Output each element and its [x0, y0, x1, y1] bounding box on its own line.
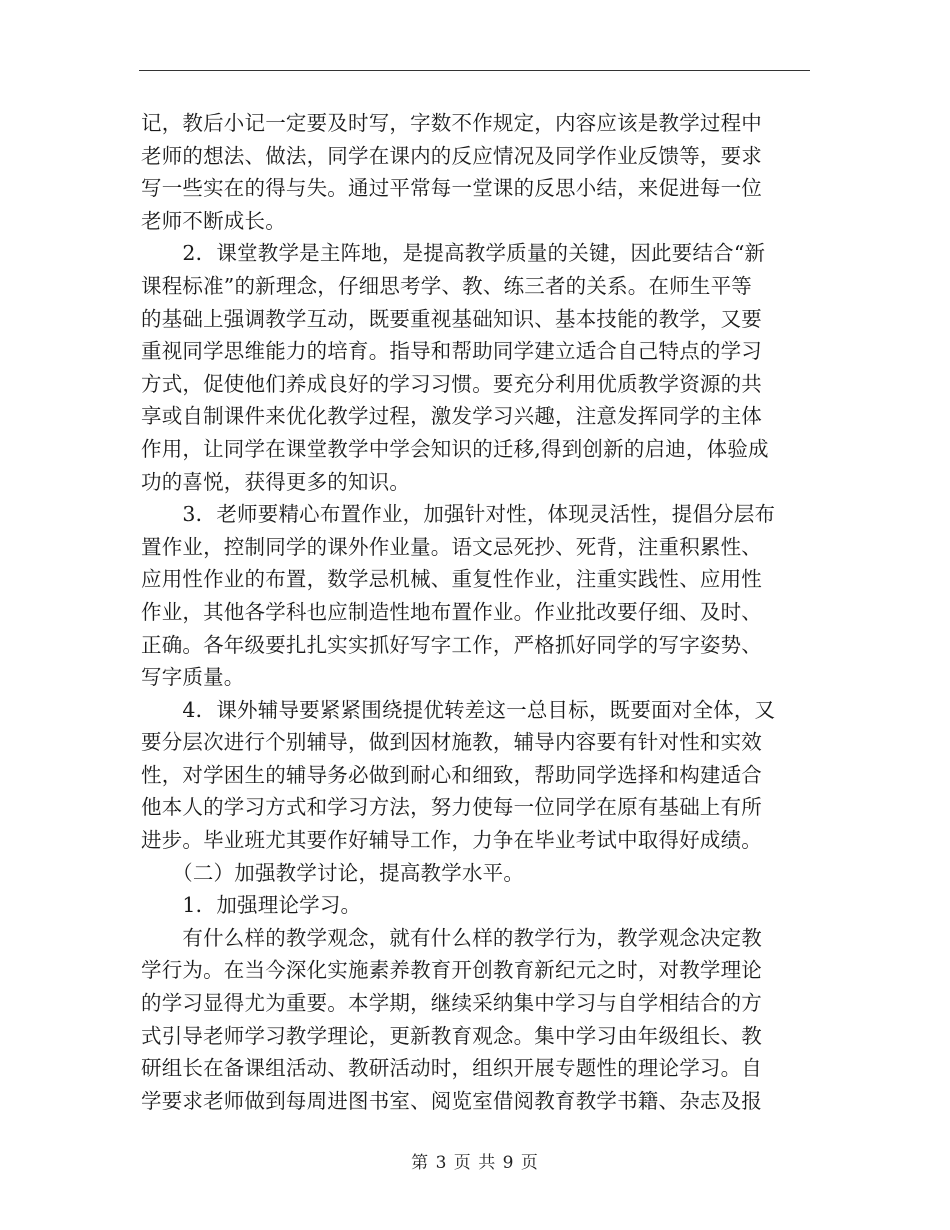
text-line: 研组长在备课组活动、教研活动时，组织开展专题性的理论学习。自	[141, 1056, 762, 1081]
text-line: 学行为。在当今深化实施素养教育开创教育新纪元之时，对教学理论	[141, 958, 762, 983]
text-line: 享或自制课件来优化教学过程，激发学习兴趣，注意发挥同学的主体	[141, 404, 762, 429]
header-rule	[139, 70, 810, 71]
text-line: 方式，促使他们养成良好的学习习惯。要充分利用优质教学资源的共	[141, 371, 762, 396]
text-line: 的基础上强调教学互动，既要重视基础知识、基本技能的教学，又要	[141, 306, 762, 331]
text-line: 性，对学困生的辅导务必做到耐心和细致，帮助同学选择和构建适合	[141, 762, 762, 787]
text-line: 正确。各年级要扎扎实实抓好写字工作，严格抓好同学的写字姿势、	[141, 632, 762, 657]
text-line: 置作业，控制同学的课外作业量。语文忌死抄、死背，注重积累性、	[141, 534, 762, 559]
page-footer: 第 3 页 共 9 页	[411, 1153, 539, 1173]
text-line: 1．加强理论学习。	[141, 893, 362, 918]
text-line: 他本人的学习方式和学习方法，努力使每一位同学在原有基础上有所	[141, 795, 762, 820]
text-line: 有什么样的教学观念，就有什么样的教学行为，教学观念决定教	[141, 925, 762, 950]
text-line: 应用性作业的布置，数学忌机械、重复性作业，注重实践性、应用性	[141, 567, 762, 592]
text-line: 作用，让同学在课堂教学中学会知识的迁移,得到创新的启迪，体验成	[141, 436, 769, 461]
text-line: 重视同学思维能力的培育。指导和帮助同学建立适合自己特点的学习	[141, 339, 762, 364]
text-line: 4．课外辅导要紧紧围绕提优转差这一总目标，既要面对全体，又	[141, 697, 776, 722]
text-line: 的学习显得尤为重要。本学期，继续采纳集中学习与自学相结合的方	[141, 991, 762, 1016]
text-line: （二）加强教学讨论，提高教学水平。	[141, 860, 525, 885]
text-line: 2．课堂教学是主阵地，是提高教学质量的关键，因此要结合“新	[141, 241, 766, 266]
document-body	[141, 107, 821, 1117]
text-line: 进步。毕业班尤其要作好辅导工作，力争在毕业考试中取得好成绩。	[141, 828, 762, 853]
text-line: 写一些实在的得与失。通过平常每一堂课的反思小结，来促进每一位	[141, 176, 762, 201]
text-line: 式引导老师学习教学理论，更新教育观念。集中学习由年级组长、教	[141, 1023, 762, 1048]
text-line: 3．老师要精心布置作业，加强针对性，体现灵活性，提倡分层布	[141, 502, 776, 527]
text-line: 写字质量。	[141, 665, 245, 690]
text-line: 课程标准”的新理念，仔细思考学、教、练三者的关系。在师生平等	[141, 273, 752, 298]
text-line: 记，教后小记一定要及时写，字数不作规定，内容应该是教学过程中	[141, 111, 762, 135]
text-line: 功的喜悦，获得更多的知识。	[141, 469, 411, 494]
text-line: 老师的想法、做法，同学在课内的反应情况及同学作业反馈等，要求	[141, 143, 762, 168]
text-line: 要分层次进行个别辅导，做到因材施教，辅导内容要有针对性和实效	[141, 730, 762, 755]
text-line: 老师不断成长。	[141, 208, 286, 233]
text-line: 作业，其他各学科也应制造性地布置作业。作业批改要仔细、及时、	[141, 599, 762, 624]
text-line: 学要求老师做到每周进图书室、阅览室借阅教育教学书籍、杂志及报	[141, 1088, 762, 1113]
